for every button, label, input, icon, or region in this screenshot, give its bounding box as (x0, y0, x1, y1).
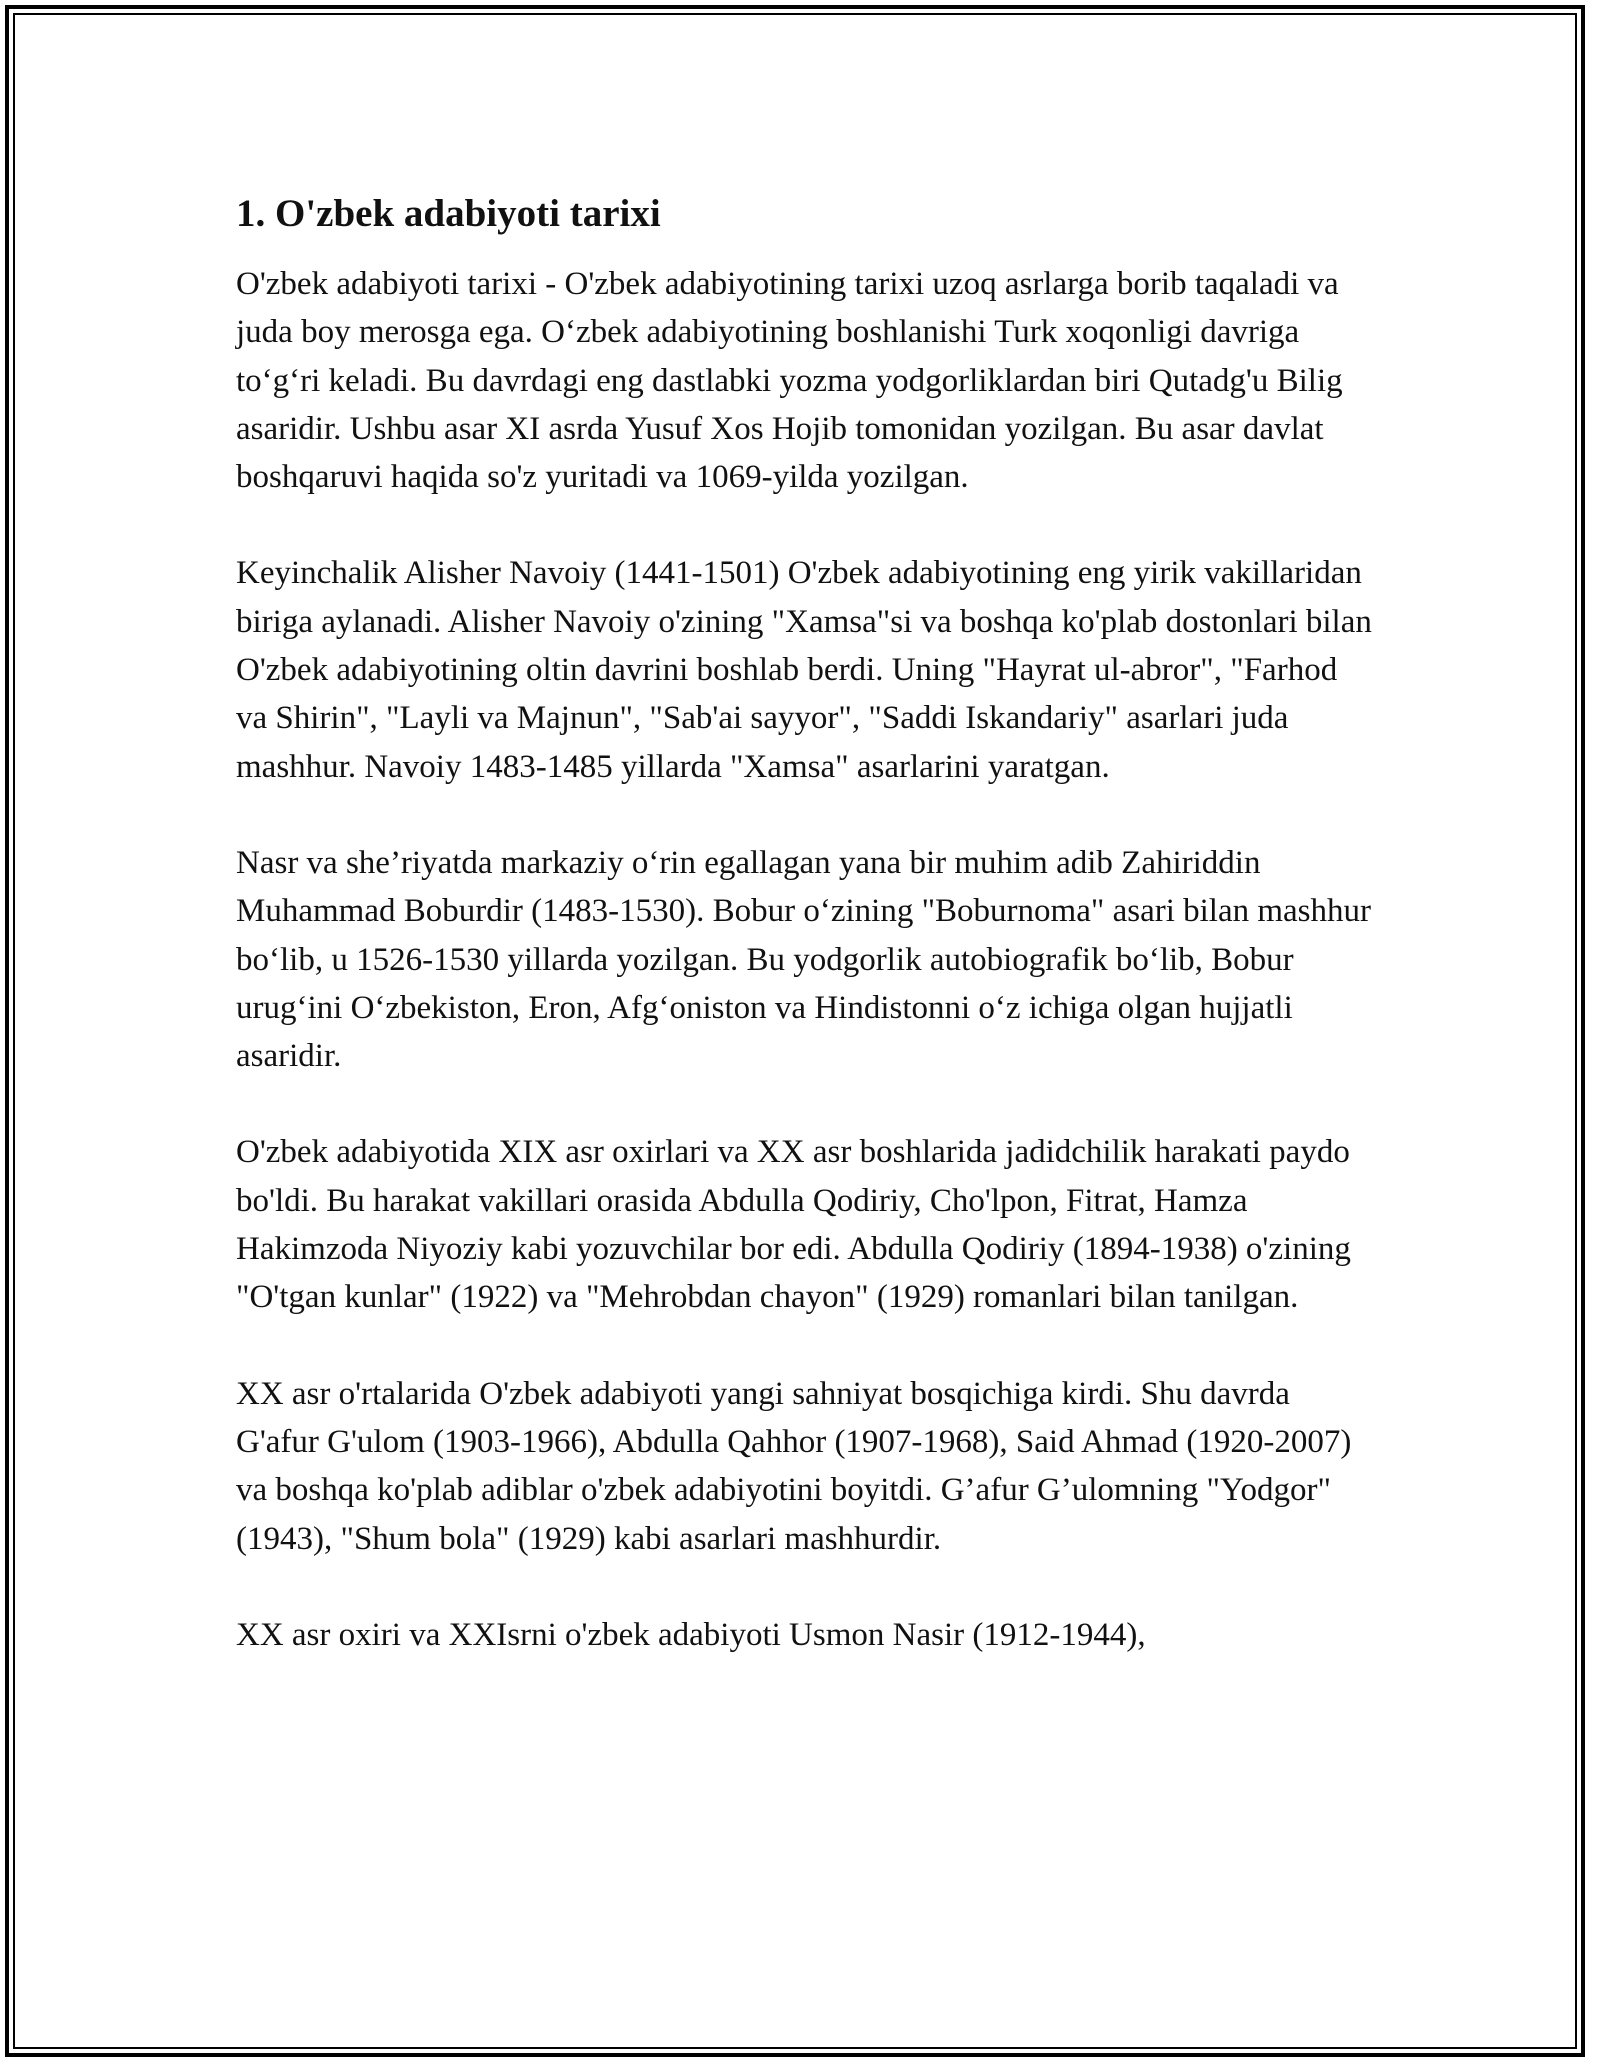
paragraph-late-20th-century: XX asr oxiri va XXIsrni o'zbek adabiyoti Usmon Nasir (1912-1944), (236, 1616, 1146, 1653)
paragraph-jadid-movement: O'zbek adabiyotida XIX asr oxirlari va XX asr boshlarida jadidchilik harakati paydo bo'ldi. Bu harakat vakillari orasida Abdulla Qodiriy, Cho'lpon, Fitrat, Hamza Hakimzoda Niyoziy kabi yozuvchilar bor edi. Abdulla Qodiriy (1894-1938) o'zining "O'tgan kunlar" (1922) va "Mehrobdan chayon" (1929) romanlari bilan tanilgan. (236, 1134, 1351, 1316)
document-body (236, 188, 1376, 1707)
paragraph-navoiy: Keyinchalik Alisher Navoiy (1441-1501) O'zbek adabiyotining eng yirik vakillaridan biriga aylanadi. Alisher Navoiy o'zining "Xamsa"si va boshqa ko'plab dostonlari bilan O'zbek adabiyotining oltin davrini boshlab berdi. Uning "Hayrat ul-abror", "Farhod va Shirin", "Layli va Majnun", "Sab'ai sayyor", "Saddi Iskandariy" asarlari juda mashhur. Navoiy 1483-1485 yillarda "Xamsa" asarlarini yaratgan. (236, 555, 1372, 785)
paragraph-early-literature: O'zbek adabiyoti tarixi - O'zbek adabiyotining tarixi uzoq asrlarga borib taqaladi va juda boy merosga ega. O‘zbek adabiyotining boshlanishi Turk xoqonligi davriga to‘g‘ri keladi. Bu davrdagi eng dastlabki yozma yodgorliklardan biri Qutadg'u Bilig asaridir. Ushbu asar XI asrda Yusuf Xos Hojib tomonidan yozilgan. Bu asar davlat boshqaruvi haqida so'z yuritadi va 1069-yilda yozilgan. (236, 266, 1343, 496)
paragraph-babur: Nasr va she’riyatda markaziy o‘rin egallagan yana bir muhim adib Zahiriddin Muhammad Boburdir (1483-1530). Bobur o‘zining "Boburnoma" asari bilan mashhur bo‘lib, u 1526-1530 yillarda yozilgan. Bu yodgorlik autobiografik bo‘lib, Bobur urug‘ini O‘zbekiston, Eron, Afg‘oniston va Hindistonni o‘z ichiga olgan hujjatli asaridir. (236, 844, 1372, 1075)
paragraph-mid-20th-century: XX asr o'rtalarida O'zbek adabiyoti yangi sahniyat bosqichiga kirdi. Shu davrda G'afur G'ulom (1903-1966), Abdulla Qahhor (1907-1968), Said Ahmad (1920-2007) va boshqa ko'plab adiblar o'zbek adabiyotini boyitdi. G’afur G’ulomning "Yodgor" (1943), "Shum bola" (1929) kabi asarlari mashhurdir. (236, 1375, 1352, 1557)
document-title: 1. O'zbek adabiyoti tarixi (236, 192, 661, 235)
